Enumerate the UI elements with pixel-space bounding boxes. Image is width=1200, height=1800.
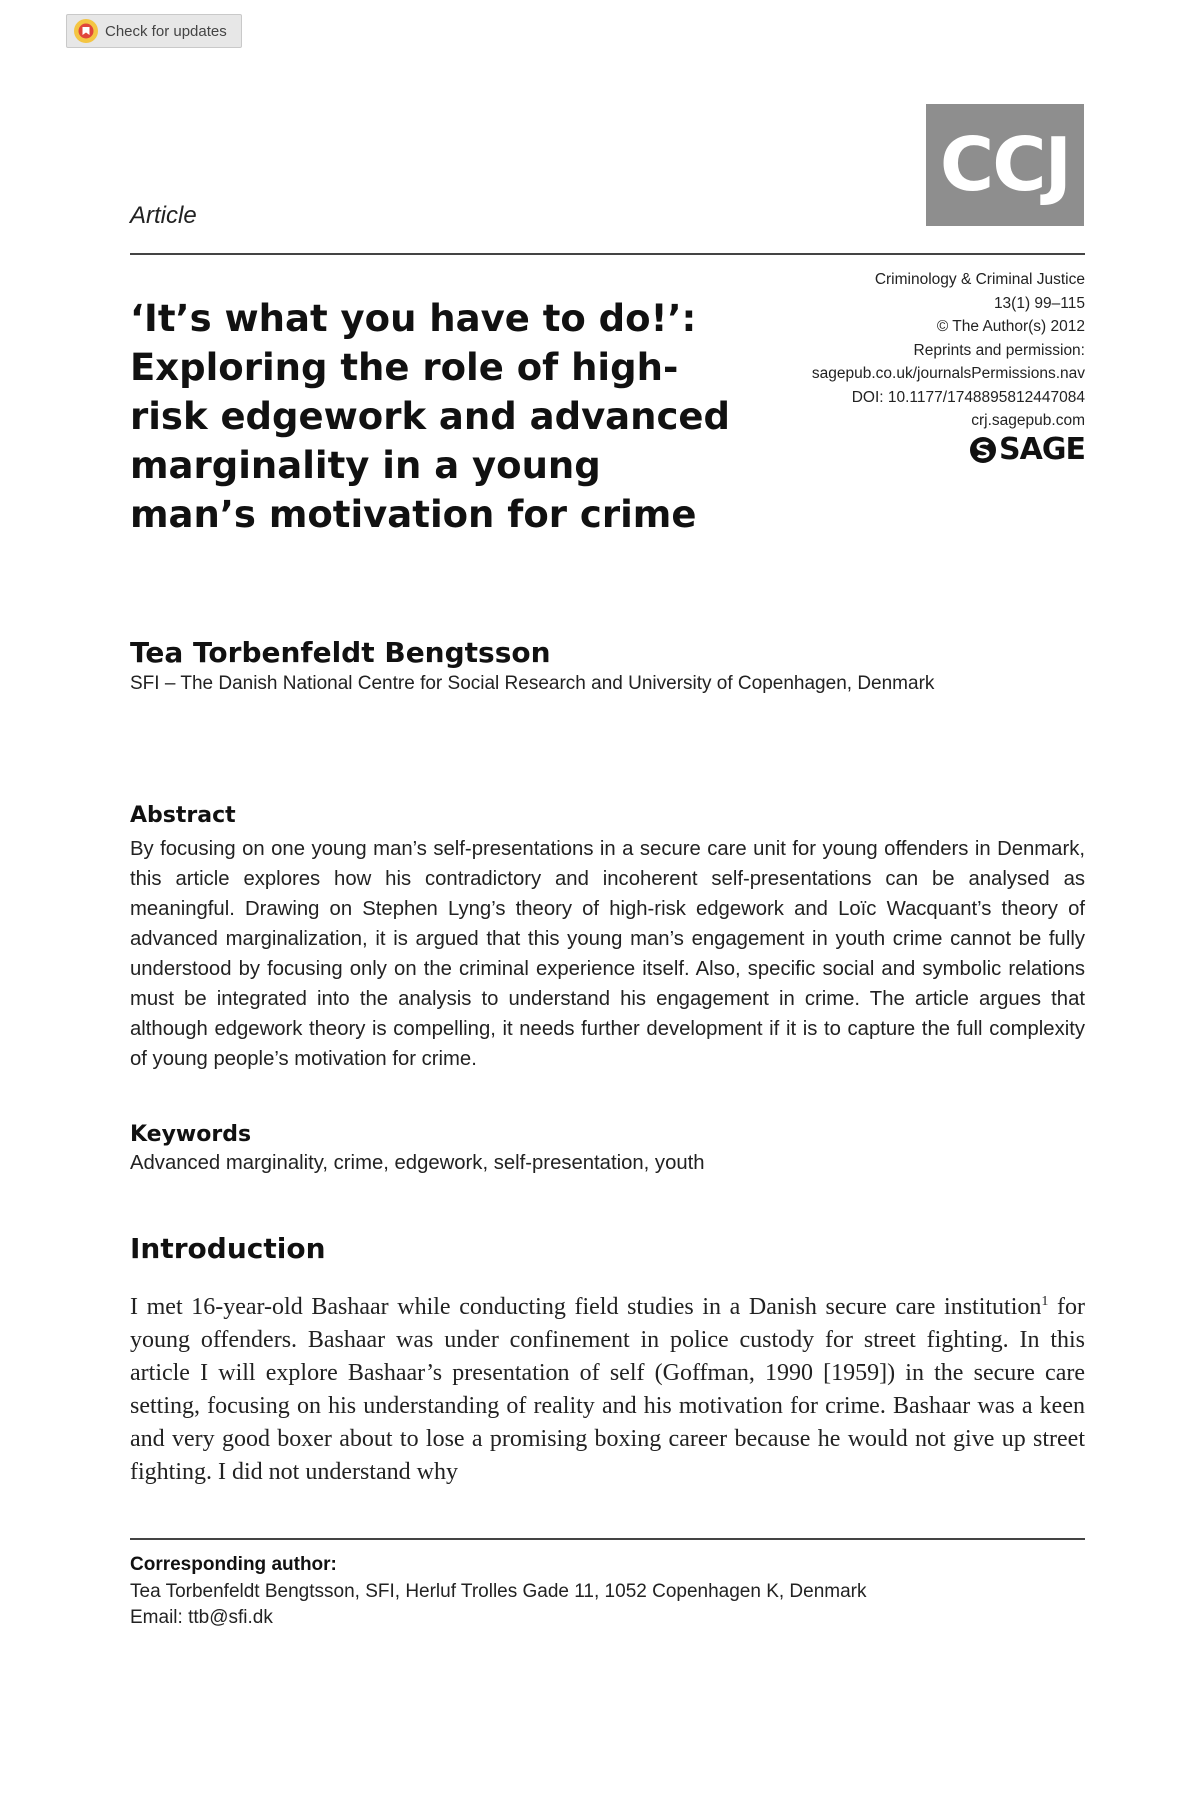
footnote-divider <box>130 1538 1085 1540</box>
corresponding-author-email[interactable]: Email: ttb@sfi.dk <box>130 1607 273 1628</box>
journal-volume: 13(1) 99–115 <box>993 294 1085 312</box>
introduction-heading: Introduction <box>130 1232 326 1265</box>
doi[interactable]: DOI: 10.1177/1748895812447084 <box>851 388 1085 406</box>
abstract-text: By focusing on one young man’s self-presentations in a secure care unit for young offenders in Denmark, this article explores how his contradictory and incoherent self-presentations can be analysed as meaningful. Drawing on Stephen Lyng’s theory of high-risk edgework and Loïc Wacquant’s theory of advanced marginalization, it is argued that this young man’s engagement in youth crime cannot be fully understood by focusing only on the criminal experience itself. Also, specific social and symbolic relations must be integrated into the analysis to understand his engagement in crime. The article argues that although edgework theory is compelling, it needs further development if it is to capture the full complexity of young people’s motivation for crime. <box>130 838 1085 1070</box>
abstract-heading: Abstract <box>130 803 236 828</box>
corresponding-author-address: Tea Torbenfeldt Bengtsson, SFI, Herluf Trolles Gade 11, 1052 Copenhagen K, Denmark <box>130 1581 867 1602</box>
header-divider <box>130 253 1085 255</box>
copyright: © The Author(s) 2012 <box>936 318 1085 335</box>
journal-meta <box>745 268 1085 433</box>
journal-logo <box>926 104 1084 226</box>
intro-text-rest: for young offenders. Bashaar was under confinement in police custody for street fighting. In this article I will explore Bashaar’s presentation of self (Goffman, 1990 [1959]) in the secure care setting, focusing on his understanding of reality and his motivation for crime. Bashaar was a keen and very good boxer about to lose a promising boxing career because he would not give up street fighting. I did not understand why <box>130 1294 1085 1485</box>
author-affiliation: SFI – The Danish National Centre for Social Research and University of Copenhagen, Denmark <box>130 673 935 694</box>
article-type: Article <box>130 202 197 229</box>
check-for-updates-button[interactable] <box>66 14 242 48</box>
introduction-paragraph <box>130 1285 1085 1489</box>
corresponding-author-heading: Corresponding author: <box>130 1554 337 1575</box>
footnote-marker[interactable]: 1 <box>1041 1294 1049 1309</box>
sage-icon <box>969 436 997 464</box>
intro-text-start: I met 16-year-old Bashaar while conducting field studies in a Danish secure care institution <box>130 1294 1042 1320</box>
crossmark-icon <box>73 18 99 44</box>
permissions-link[interactable]: sagepub.co.uk/journalsPermissions.nav <box>811 365 1085 382</box>
journal-logo-text: CCJ <box>939 122 1071 208</box>
publisher-logo <box>969 432 1085 467</box>
reprints-label: Reprints and permission: <box>913 341 1085 359</box>
author-name: Tea Torbenfeldt Bengtsson <box>130 636 551 669</box>
journal-name: Criminology & Criminal Justice <box>874 271 1085 288</box>
check-for-updates-label: Check for updates <box>105 22 227 40</box>
journal-url[interactable]: crj.sagepub.com <box>971 412 1085 429</box>
keywords-heading: Keywords <box>130 1122 252 1147</box>
publisher-name: SAGE <box>999 432 1085 467</box>
keywords-text: Advanced marginality, crime, edgework, self-presentation, youth <box>130 1152 705 1174</box>
article-title: ‘It’s what you have to do!’: Exploring the role of high-risk edgework and advanced marginality in a young man’s motivation for crime <box>130 297 731 536</box>
